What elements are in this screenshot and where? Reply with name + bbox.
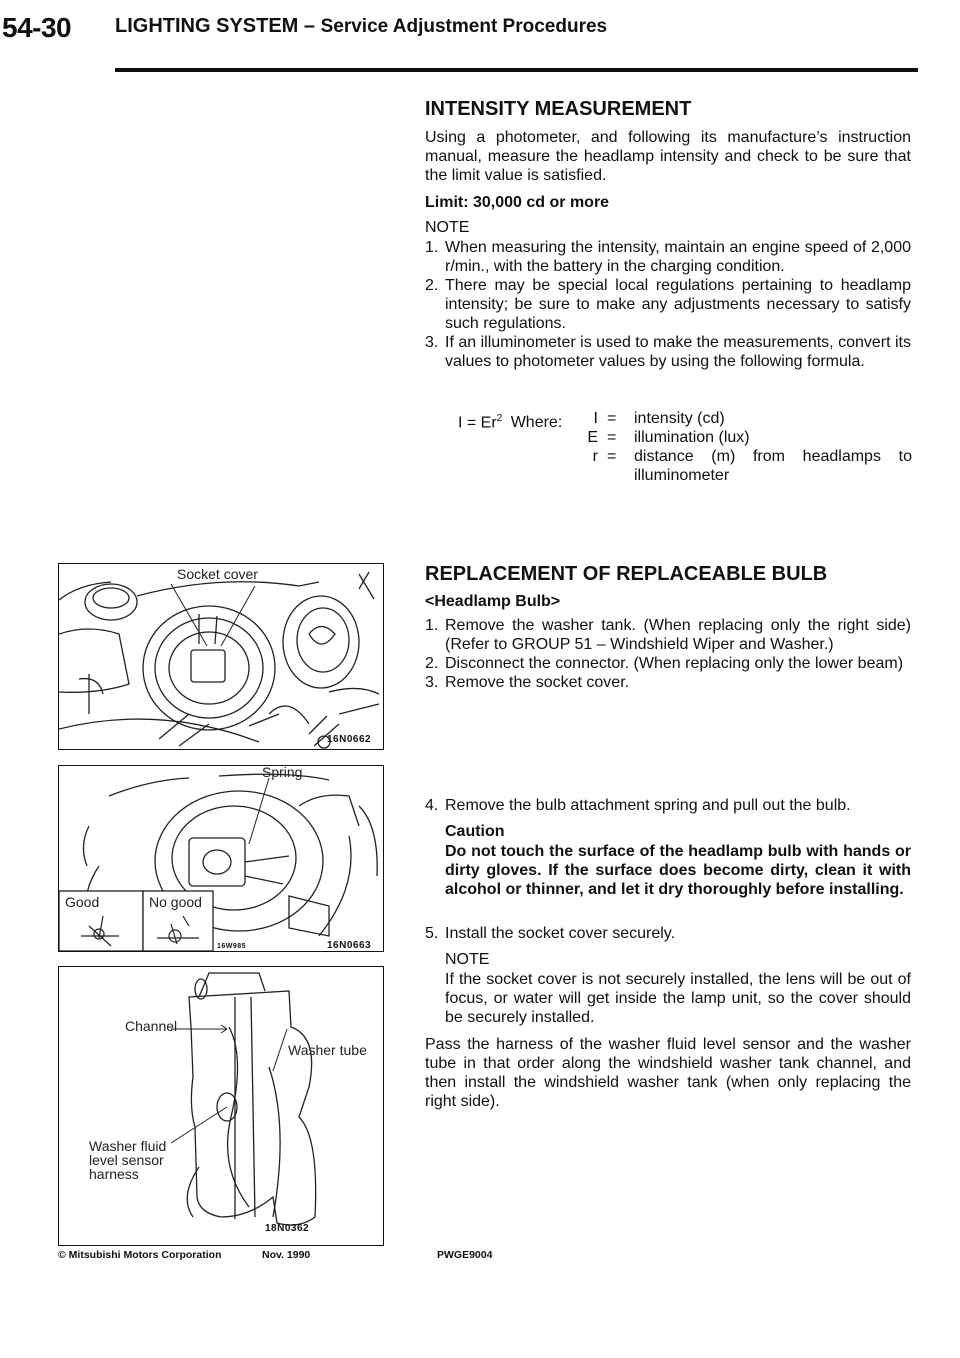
step5-note-label: NOTE bbox=[445, 951, 490, 968]
figure-socket-cover bbox=[58, 563, 384, 750]
step-item bbox=[425, 673, 911, 692]
intensity-limit: Limit: 30,000 cd or more bbox=[425, 194, 610, 211]
label-no-good: No good bbox=[149, 894, 202, 910]
figure-washer-tank bbox=[58, 966, 384, 1246]
callout-washer-tube: Washer tube bbox=[288, 1042, 367, 1058]
caution-label: Caution bbox=[445, 823, 505, 840]
footer-copyright: © Mitsubishi Motors Corporation bbox=[58, 1249, 222, 1261]
page-header bbox=[0, 0, 880, 70]
formula-lhs: I = Er bbox=[458, 414, 497, 432]
step-number: 3. bbox=[425, 674, 439, 691]
def-description: distance (m) from headlamps to illuminometer bbox=[634, 448, 912, 484]
callout-spring: Spring bbox=[262, 765, 303, 780]
intensity-intro: Using a photometer, and following its manufacture’s instruction manual, measure the headlamp intensity and check to be sure that the limit value is satisfied. bbox=[425, 129, 911, 184]
step-number: 4. bbox=[425, 797, 439, 814]
step-text: Remove the socket cover. bbox=[445, 674, 630, 691]
def-symbol: I bbox=[593, 410, 598, 427]
callout-sensor-line: Washer fluid bbox=[89, 1138, 167, 1154]
def-symbol: r bbox=[592, 448, 598, 465]
step-text: Disconnect the connector. (When replacing only the lower beam) bbox=[445, 655, 904, 672]
figure-code: 16N0663 bbox=[327, 940, 372, 951]
note-number: 3. bbox=[425, 334, 439, 351]
replacement-step-4 bbox=[425, 796, 911, 815]
step-text: Install the socket cover securely. bbox=[445, 925, 676, 942]
step5-note-text: If the socket cover is not securely installed, the lens will be out of focus, or water will get inside the lamp unit, so the cover should be securely installed. bbox=[445, 971, 911, 1026]
callout-channel: Channel bbox=[125, 1018, 178, 1034]
callout-sensor-harness bbox=[89, 1139, 166, 1181]
note-text: When measuring the intensity, maintain an engine speed of 2,000 r/min., with the battery in the charging condition. bbox=[445, 239, 911, 275]
replacement-steps-a bbox=[425, 616, 911, 692]
caution-text: Do not touch the surface of the headlamp bulb with hands or dirty gloves. If the surface does become dirty, clean it with alcohol or thinner, and let it dry thoroughly before installing. bbox=[445, 843, 911, 898]
step-number: 2. bbox=[425, 655, 439, 672]
washer-tank-illustration bbox=[59, 967, 383, 1245]
label-good: Good bbox=[65, 894, 100, 910]
intensity-note-label: NOTE bbox=[425, 219, 470, 236]
formula-exponent: 2 bbox=[496, 413, 503, 424]
figure-spring bbox=[58, 765, 384, 952]
note-number: 1. bbox=[425, 239, 439, 256]
figure-code: 16N0662 bbox=[327, 734, 372, 745]
footer-date: Nov. 1990 bbox=[262, 1249, 311, 1261]
closing-paragraph: Pass the harness of the washer fluid level sensor and the washer tube in that order along the windshield washer tank channel, and then install the windshield washer tank (when only replacing the right side). bbox=[425, 1036, 911, 1110]
step-number: 1. bbox=[425, 617, 439, 634]
page-number: 54-30 bbox=[2, 12, 72, 43]
step-item bbox=[425, 796, 911, 815]
page-title bbox=[115, 15, 607, 38]
formula-where: Where: bbox=[510, 414, 563, 432]
note-item bbox=[425, 238, 911, 276]
step-item bbox=[425, 616, 911, 654]
replacement-subheading: <Headlamp Bulb> bbox=[425, 593, 561, 610]
note-number: 2. bbox=[425, 277, 439, 294]
callout-sensor-line: level sensor bbox=[89, 1152, 164, 1168]
step-text: Remove the bulb attachment spring and pull out the bulb. bbox=[445, 797, 851, 814]
note-text: If an illuminometer is used to make the measurements, convert its values to photometer values by using the following formula. bbox=[445, 334, 911, 370]
intensity-notes bbox=[425, 238, 911, 371]
footer-doc-code: PWGE9004 bbox=[437, 1249, 493, 1261]
step-text: Remove the washer tank. (When replacing only the right side) (Refer to GROUP 51 – Windshield Wiper and Washer.) bbox=[445, 617, 911, 653]
def-equals: = bbox=[607, 448, 617, 465]
note-item bbox=[425, 333, 911, 371]
note-text: There may be special local regulations pertaining to headlamp intensity; be sure to make any adjustments necessary to satisfy such regulations. bbox=[445, 277, 911, 332]
section-subtitle: Service Adjustment Procedures bbox=[320, 16, 608, 37]
figure-code: 18N0362 bbox=[265, 1223, 310, 1234]
def-description: intensity (cd) bbox=[634, 410, 725, 427]
callout-socket-cover: Socket cover bbox=[177, 566, 258, 582]
def-equals: = bbox=[607, 429, 617, 446]
step-item bbox=[425, 654, 911, 673]
def-description: illumination (lux) bbox=[634, 429, 750, 446]
step-item bbox=[425, 924, 911, 943]
def-symbol: E bbox=[587, 429, 598, 446]
def-equals: = bbox=[607, 410, 617, 427]
intensity-heading: INTENSITY MEASUREMENT bbox=[425, 98, 692, 120]
spring-illustration bbox=[59, 766, 383, 951]
socket-cover-illustration bbox=[59, 564, 383, 749]
callout-sensor-line: harness bbox=[89, 1166, 139, 1182]
title-separator: – bbox=[303, 15, 316, 37]
step-number: 5. bbox=[425, 925, 439, 942]
replacement-heading: REPLACEMENT OF REPLACEABLE BULB bbox=[425, 563, 828, 585]
replacement-step-5 bbox=[425, 924, 911, 943]
formula bbox=[458, 409, 562, 432]
inset-code: 16W985 bbox=[217, 943, 247, 950]
note-item bbox=[425, 276, 911, 333]
header-rule bbox=[115, 68, 918, 72]
section-title: LIGHTING SYSTEM bbox=[115, 15, 299, 37]
